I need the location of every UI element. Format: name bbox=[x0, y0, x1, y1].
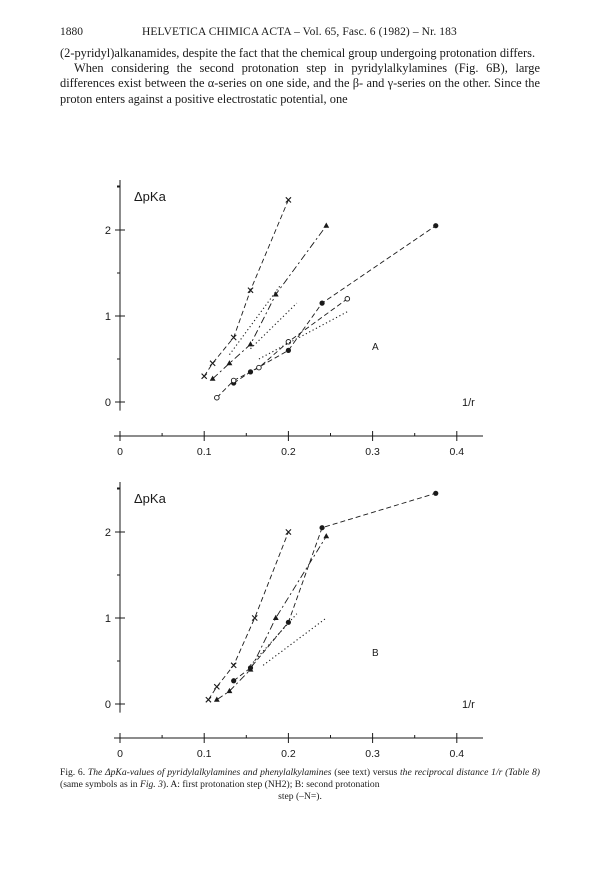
pa-x-axis-title: 1/r bbox=[462, 397, 475, 409]
figure-caption bbox=[60, 767, 540, 802]
caption-text-3: ). A: first protonation step (NH2); B: second protonation bbox=[162, 778, 380, 790]
pb-dot-marker bbox=[433, 491, 438, 496]
chart-panel-b bbox=[0, 470, 600, 760]
pa-circle-marker bbox=[215, 395, 220, 400]
pa-series-line-1 bbox=[213, 226, 327, 379]
chart-panel-a bbox=[0, 168, 600, 468]
caption-title: The ΔpKa-values of pyridylalkylamines and phenylalkylamines bbox=[87, 767, 332, 778]
pb-cross-marker bbox=[252, 615, 257, 620]
caption-lead: Fig. 6. bbox=[60, 767, 86, 778]
pb-y-tick-label: 2 bbox=[104, 527, 111, 539]
pb-triangle-marker bbox=[273, 615, 279, 620]
pb-series-line-2 bbox=[234, 493, 436, 680]
pa-series-line-2 bbox=[234, 226, 436, 383]
pa-y-tick-label: 0 bbox=[104, 397, 111, 409]
pb-x-tick-label: 0.2 bbox=[281, 748, 296, 760]
pb-triangle-marker bbox=[214, 697, 220, 702]
caption-italic-2: (Table 8) bbox=[505, 767, 540, 778]
pb-dot-marker bbox=[319, 525, 324, 530]
pa-x-tick-label: 0.1 bbox=[196, 446, 212, 458]
caption-italic-1: the reciprocal distance 1/r bbox=[400, 767, 503, 778]
pa-circle-marker bbox=[231, 378, 236, 383]
pb-x-tick-label: 0 bbox=[117, 748, 123, 760]
pb-y-tick-label: 1 bbox=[104, 613, 111, 625]
pa-x-tick-label: 0.3 bbox=[365, 446, 380, 458]
pa-x-tick-label: 0 bbox=[117, 446, 123, 458]
pa-x-tick-label: 0.4 bbox=[449, 446, 465, 458]
paragraph-1: (2-pyridyl)alkanamides, despite the fact that the chemical group undergoing protonation differs. bbox=[60, 46, 536, 60]
pa-cross-marker bbox=[202, 374, 207, 379]
pa-dot-marker bbox=[286, 348, 291, 353]
pb-dot-marker bbox=[248, 665, 253, 670]
caption-text-1: (see text) versus bbox=[331, 767, 400, 778]
pa-x-tick-label: 0.2 bbox=[281, 446, 296, 458]
pa-cross-marker bbox=[248, 288, 253, 293]
pa-cross-marker bbox=[286, 197, 291, 202]
pb-x-tick-label: 0.4 bbox=[449, 748, 465, 760]
pb-x-tick-label: 0.3 bbox=[365, 748, 380, 760]
paragraph-2: When considering the second protonation step in pyridylalkylamines (Fig. 6B), large differences exist between the α-series on one side, and the β- and γ-series on the other. Since the proton enters against a positive electrostatic potential, one bbox=[60, 61, 540, 106]
pb-x-tick-label: 0.1 bbox=[196, 748, 212, 760]
pa-y-tick-label: 2 bbox=[104, 225, 111, 237]
caption-italic-3: Fig. 3 bbox=[139, 778, 163, 790]
pb-y-tick-label: 0 bbox=[104, 699, 111, 711]
pb-cross-marker bbox=[206, 697, 211, 702]
pa-y-tick-label: 1 bbox=[104, 311, 111, 323]
pb-cross-marker bbox=[231, 663, 236, 668]
pb-dot-marker bbox=[231, 678, 236, 683]
pb-cross-marker bbox=[214, 684, 219, 689]
pb-x-axis-title: 1/r bbox=[462, 699, 475, 711]
caption-last-line: step (–N=). bbox=[278, 790, 322, 802]
pa-circle-marker bbox=[286, 340, 291, 345]
pa-triangle-marker bbox=[323, 223, 329, 228]
pb-panel-label: B bbox=[372, 648, 379, 659]
pa-series-line-4 bbox=[229, 286, 280, 355]
pb-cross-marker bbox=[286, 529, 291, 534]
pa-series-line-3 bbox=[217, 299, 348, 398]
pa-triangle-marker bbox=[248, 341, 254, 346]
page-number: 1880 bbox=[60, 26, 83, 38]
pa-circle-marker bbox=[345, 297, 350, 302]
journal-header: HELVETICA CHIMICA ACTA – Vol. 65, Fasc. 6 (1982) – Nr. 183 bbox=[142, 26, 457, 38]
pa-cross-marker bbox=[210, 361, 215, 366]
pa-panel-label: A bbox=[372, 342, 379, 353]
pb-y-axis-title: ΔpKa bbox=[134, 491, 166, 506]
pa-cross-marker bbox=[231, 335, 236, 340]
pa-series-line-6 bbox=[259, 312, 347, 359]
pb-triangle-marker bbox=[323, 533, 329, 538]
caption-text-2: (same symbols as in bbox=[60, 778, 140, 790]
pa-dot-marker bbox=[433, 223, 438, 228]
body-text bbox=[60, 46, 540, 107]
pa-circle-marker bbox=[257, 365, 262, 370]
pa-y-axis-title: ΔpKa bbox=[134, 189, 166, 204]
pb-series-line-0 bbox=[208, 532, 288, 700]
pa-dot-marker bbox=[319, 301, 324, 306]
